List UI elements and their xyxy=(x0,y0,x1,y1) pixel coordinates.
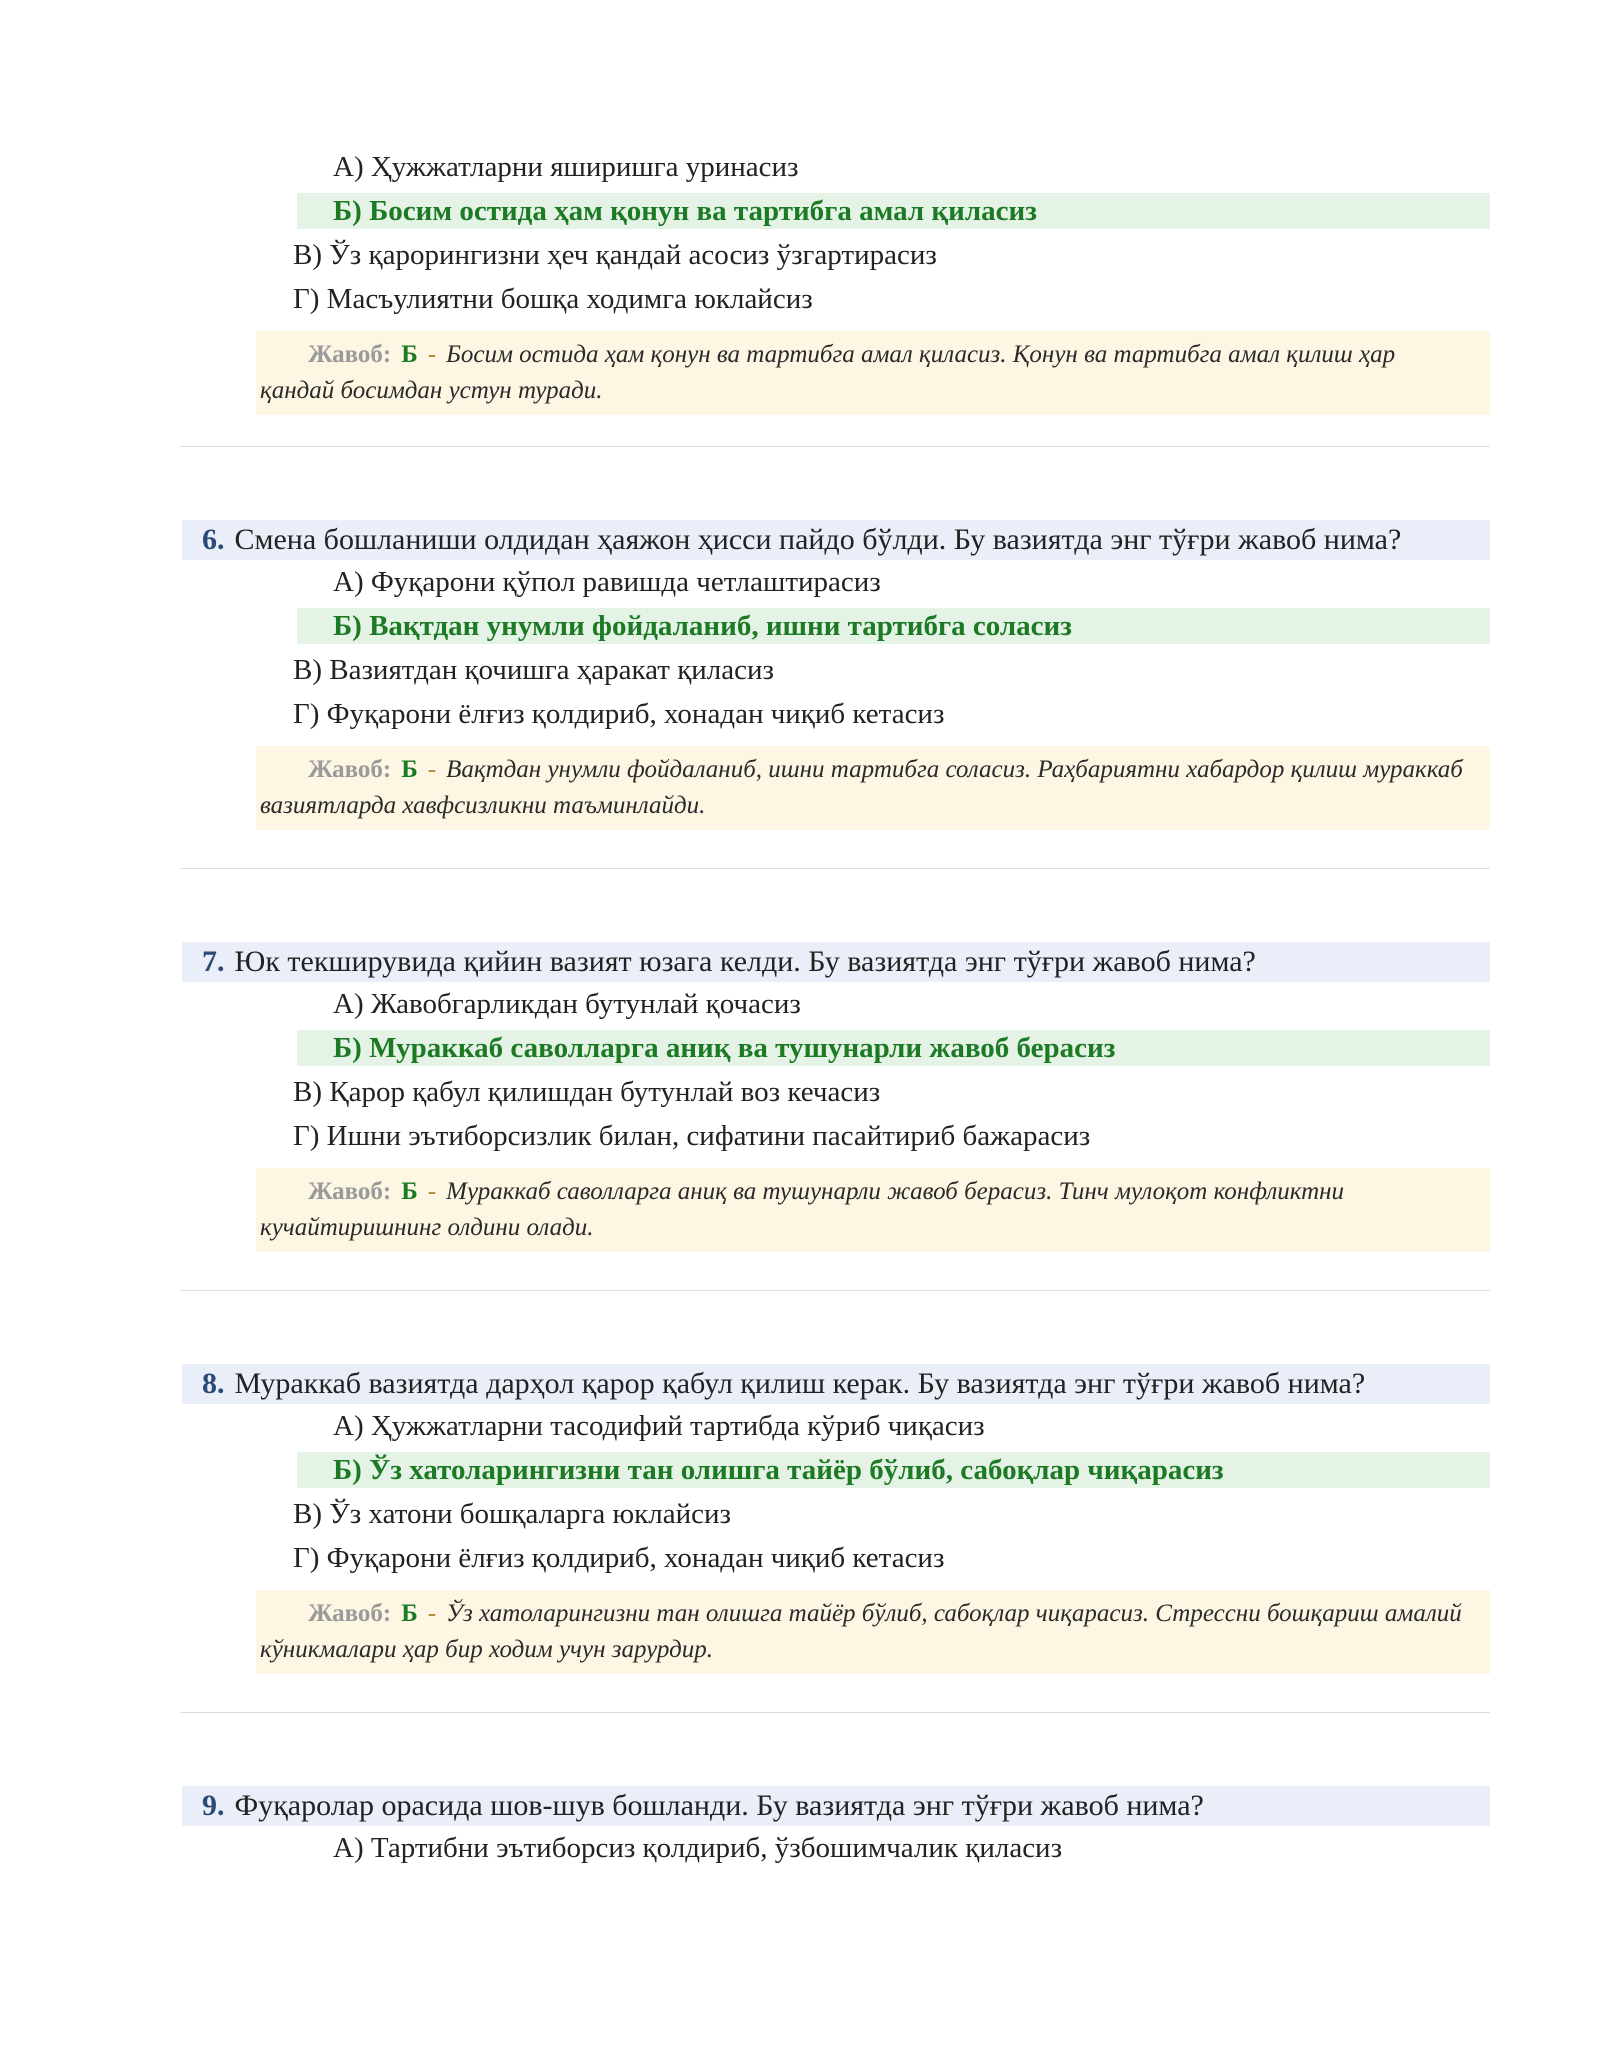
option-d: Г) Фуқарони ёлғиз қолдириб, хонадан чиқиб кетасиз xyxy=(293,698,945,730)
question-text-row xyxy=(182,942,1490,982)
question-text: Фуқаролар орасида шов-шув бошланди. Бу вазиятда энг тўғри жавоб нима? xyxy=(234,1789,1204,1822)
option-b-correct: Б) Босим остида ҳам қонун ва тартибга амал қиласиз xyxy=(297,193,1490,229)
option-a: А) Ҳужжатларни тасодифий тартибда кўриб чиқасиз xyxy=(333,1410,985,1442)
option-a: А) Жавобгарликдан бутунлай қочасиз xyxy=(333,988,801,1020)
question-block-9 xyxy=(180,1786,1490,1870)
option-a: А) Фуқарони қўпол равишда четлаштирасиз xyxy=(333,566,881,598)
answer-letter: Б xyxy=(401,341,418,368)
answer-dash: - xyxy=(427,341,437,368)
option-c: В) Ўз хатони бошқаларга юклайсиз xyxy=(293,1498,731,1530)
question-number: 6. xyxy=(202,523,225,556)
answer-dash: - xyxy=(427,1600,437,1627)
answer-box xyxy=(256,1168,1490,1252)
answer-letter: Б xyxy=(401,1600,418,1627)
answer-box xyxy=(256,746,1490,830)
question-text-row xyxy=(182,1364,1490,1404)
question-block-5 xyxy=(180,145,1490,415)
answer-letter: Б xyxy=(401,756,418,783)
answer-explanation: Босим остида ҳам қонун ва тартибга амал қиласиз. Қонун ва тартибга амал қилиш ҳар қандай босимдан устун туради. xyxy=(260,341,1396,404)
divider xyxy=(180,446,1490,447)
answer-letter: Б xyxy=(401,1178,418,1205)
answer-explanation: Ўз хатоларингизни тан олишга тайёр бўлиб, сабоқлар чиқарасиз. Стрессни бошқариш амалий кўникмалари ҳар бир ходим учун зарурдир. xyxy=(260,1600,1462,1663)
option-b-correct: Б) Вақтдан унумли фойдаланиб, ишни тартибга соласиз xyxy=(297,608,1490,644)
divider xyxy=(180,1290,1490,1291)
question-block-6 xyxy=(180,520,1490,830)
option-a: А) Тартибни эътиборсиз қолдириб, ўзбошимчалик қиласиз xyxy=(333,1832,1063,1864)
answer-label: Жавоб: xyxy=(308,756,392,783)
question-text-row xyxy=(182,520,1490,560)
question-block-8 xyxy=(180,1364,1490,1674)
answer-explanation: Мураккаб саволларга аниқ ва тушунарли жавоб берасиз. Тинч мулоқот конфликтни кучайтиришнинг олдини олади. xyxy=(260,1178,1345,1241)
option-c: В) Вазиятдан қочишга ҳаракат қиласиз xyxy=(293,654,774,686)
answer-explanation: Вақтдан унумли фойдаланиб, ишни тартибга соласиз. Раҳбариятни хабардор қилиш мураккаб вазиятларда хавфсизликни таъминлайди. xyxy=(260,756,1463,819)
option-d: Г) Фуқарони ёлғиз қолдириб, хонадан чиқиб кетасиз xyxy=(293,1542,945,1574)
answer-label: Жавоб: xyxy=(308,1178,392,1205)
answer-dash: - xyxy=(427,756,437,783)
question-number: 9. xyxy=(202,1789,225,1822)
question-block-7 xyxy=(180,942,1490,1252)
option-b-correct: Б) Ўз хатоларингизни тан олишга тайёр бўлиб, сабоқлар чиқарасиз xyxy=(297,1452,1490,1488)
answer-box xyxy=(256,1590,1490,1674)
question-text: Мураккаб вазиятда дарҳол қарор қабул қилиш керак. Бу вазиятда энг тўғри жавоб нима? xyxy=(234,1367,1366,1400)
option-c: В) Қарор қабул қилишдан бутунлай воз кечасиз xyxy=(293,1076,881,1108)
question-text: Смена бошланиши олдидан ҳаяжон ҳисси пайдо бўлди. Бу вазиятда энг тўғри жавоб нима? xyxy=(234,523,1402,556)
answer-dash: - xyxy=(427,1178,437,1205)
option-d: Г) Ишни эътиборсизлик билан, сифатини пасайтириб бажарасиз xyxy=(293,1120,1091,1152)
divider xyxy=(180,1712,1490,1713)
answer-box xyxy=(256,331,1490,415)
option-c: В) Ўз қарорингизни ҳеч қандай асосиз ўзгартирасиз xyxy=(293,239,937,271)
question-text: Юк текширувида қийин вазият юзага келди. Бу вазиятда энг тўғри жавоб нима? xyxy=(234,945,1256,978)
option-b-correct: Б) Мураккаб саволларга аниқ ва тушунарли жавоб берасиз xyxy=(297,1030,1490,1066)
question-number: 7. xyxy=(202,945,225,978)
answer-label: Жавоб: xyxy=(308,341,392,368)
option-a: А) Ҳужжатларни яширишга уринасиз xyxy=(333,151,799,183)
question-number: 8. xyxy=(202,1367,225,1400)
answer-label: Жавоб: xyxy=(308,1600,392,1627)
divider xyxy=(180,868,1490,869)
option-d: Г) Масъулиятни бошқа ходимга юклайсиз xyxy=(293,283,813,315)
question-text-row xyxy=(182,1786,1490,1826)
